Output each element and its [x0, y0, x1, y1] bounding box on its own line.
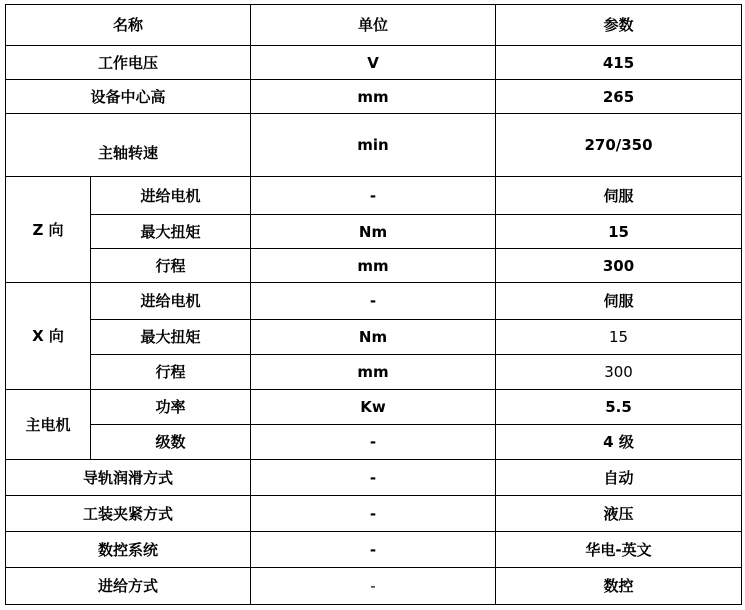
table-row — [6, 496, 742, 532]
row-unit: - — [251, 532, 496, 568]
row-value: 华电-英文 — [496, 532, 742, 568]
row-unit: V — [251, 46, 496, 80]
row-value: 自动 — [496, 460, 742, 496]
group-x: X 向 — [6, 283, 91, 390]
row-value: 15 — [496, 215, 742, 249]
row-name: 级数 — [91, 425, 251, 460]
row-value: 伺服 — [496, 177, 742, 215]
row-unit: - — [251, 177, 496, 215]
row-unit: Nm — [251, 320, 496, 355]
row-name: 工装夹紧方式 — [6, 496, 251, 532]
header-unit: 单位 — [251, 5, 496, 46]
row-name: 行程 — [91, 355, 251, 390]
table-row — [6, 355, 742, 390]
row-unit: Nm — [251, 215, 496, 249]
table-row — [6, 320, 742, 355]
row-value: 270/350 — [496, 114, 742, 177]
table-row — [6, 425, 742, 460]
spec-table — [5, 4, 742, 605]
row-value: 265 — [496, 80, 742, 114]
row-name: 进给电机 — [91, 283, 251, 320]
row-value: 伺服 — [496, 283, 742, 320]
table-row — [6, 177, 742, 215]
row-name: 进给方式 — [6, 568, 251, 605]
row-name: 设备中心高 — [6, 80, 251, 114]
table-row — [6, 46, 742, 80]
row-value: 300 — [496, 249, 742, 283]
table-row — [6, 114, 742, 177]
table-row — [6, 80, 742, 114]
row-unit: - — [251, 460, 496, 496]
row-unit: - — [251, 283, 496, 320]
row-unit: mm — [251, 80, 496, 114]
row-value: 4 级 — [496, 425, 742, 460]
row-name: 工作电压 — [6, 46, 251, 80]
header-row — [6, 5, 742, 46]
row-name: 行程 — [91, 249, 251, 283]
table-row — [6, 532, 742, 568]
row-unit: - — [251, 496, 496, 532]
table-row — [6, 215, 742, 249]
group-main-motor: 主电机 — [6, 390, 91, 460]
row-unit: Kw — [251, 390, 496, 425]
row-value: 数控 — [496, 568, 742, 605]
row-value: 415 — [496, 46, 742, 80]
row-value: 液压 — [496, 496, 742, 532]
row-unit: mm — [251, 249, 496, 283]
row-name: 主轴转速 — [6, 114, 251, 177]
header-param: 参数 — [496, 5, 742, 46]
row-unit: - — [251, 568, 496, 605]
row-name: 进给电机 — [91, 177, 251, 215]
row-name: 最大扭矩 — [91, 215, 251, 249]
row-unit: - — [251, 425, 496, 460]
table-row — [6, 390, 742, 425]
table-row — [6, 249, 742, 283]
row-value: 300 — [496, 355, 742, 390]
row-unit: mm — [251, 355, 496, 390]
row-name: 数控系统 — [6, 532, 251, 568]
group-z: Z 向 — [6, 177, 91, 283]
row-name: 功率 — [91, 390, 251, 425]
row-value: 5.5 — [496, 390, 742, 425]
table-row — [6, 460, 742, 496]
row-name: 导轨润滑方式 — [6, 460, 251, 496]
header-name: 名称 — [6, 5, 251, 46]
table-row — [6, 568, 742, 605]
table-row — [6, 283, 742, 320]
row-unit: min — [251, 114, 496, 177]
row-value: 15 — [496, 320, 742, 355]
row-name: 最大扭矩 — [91, 320, 251, 355]
